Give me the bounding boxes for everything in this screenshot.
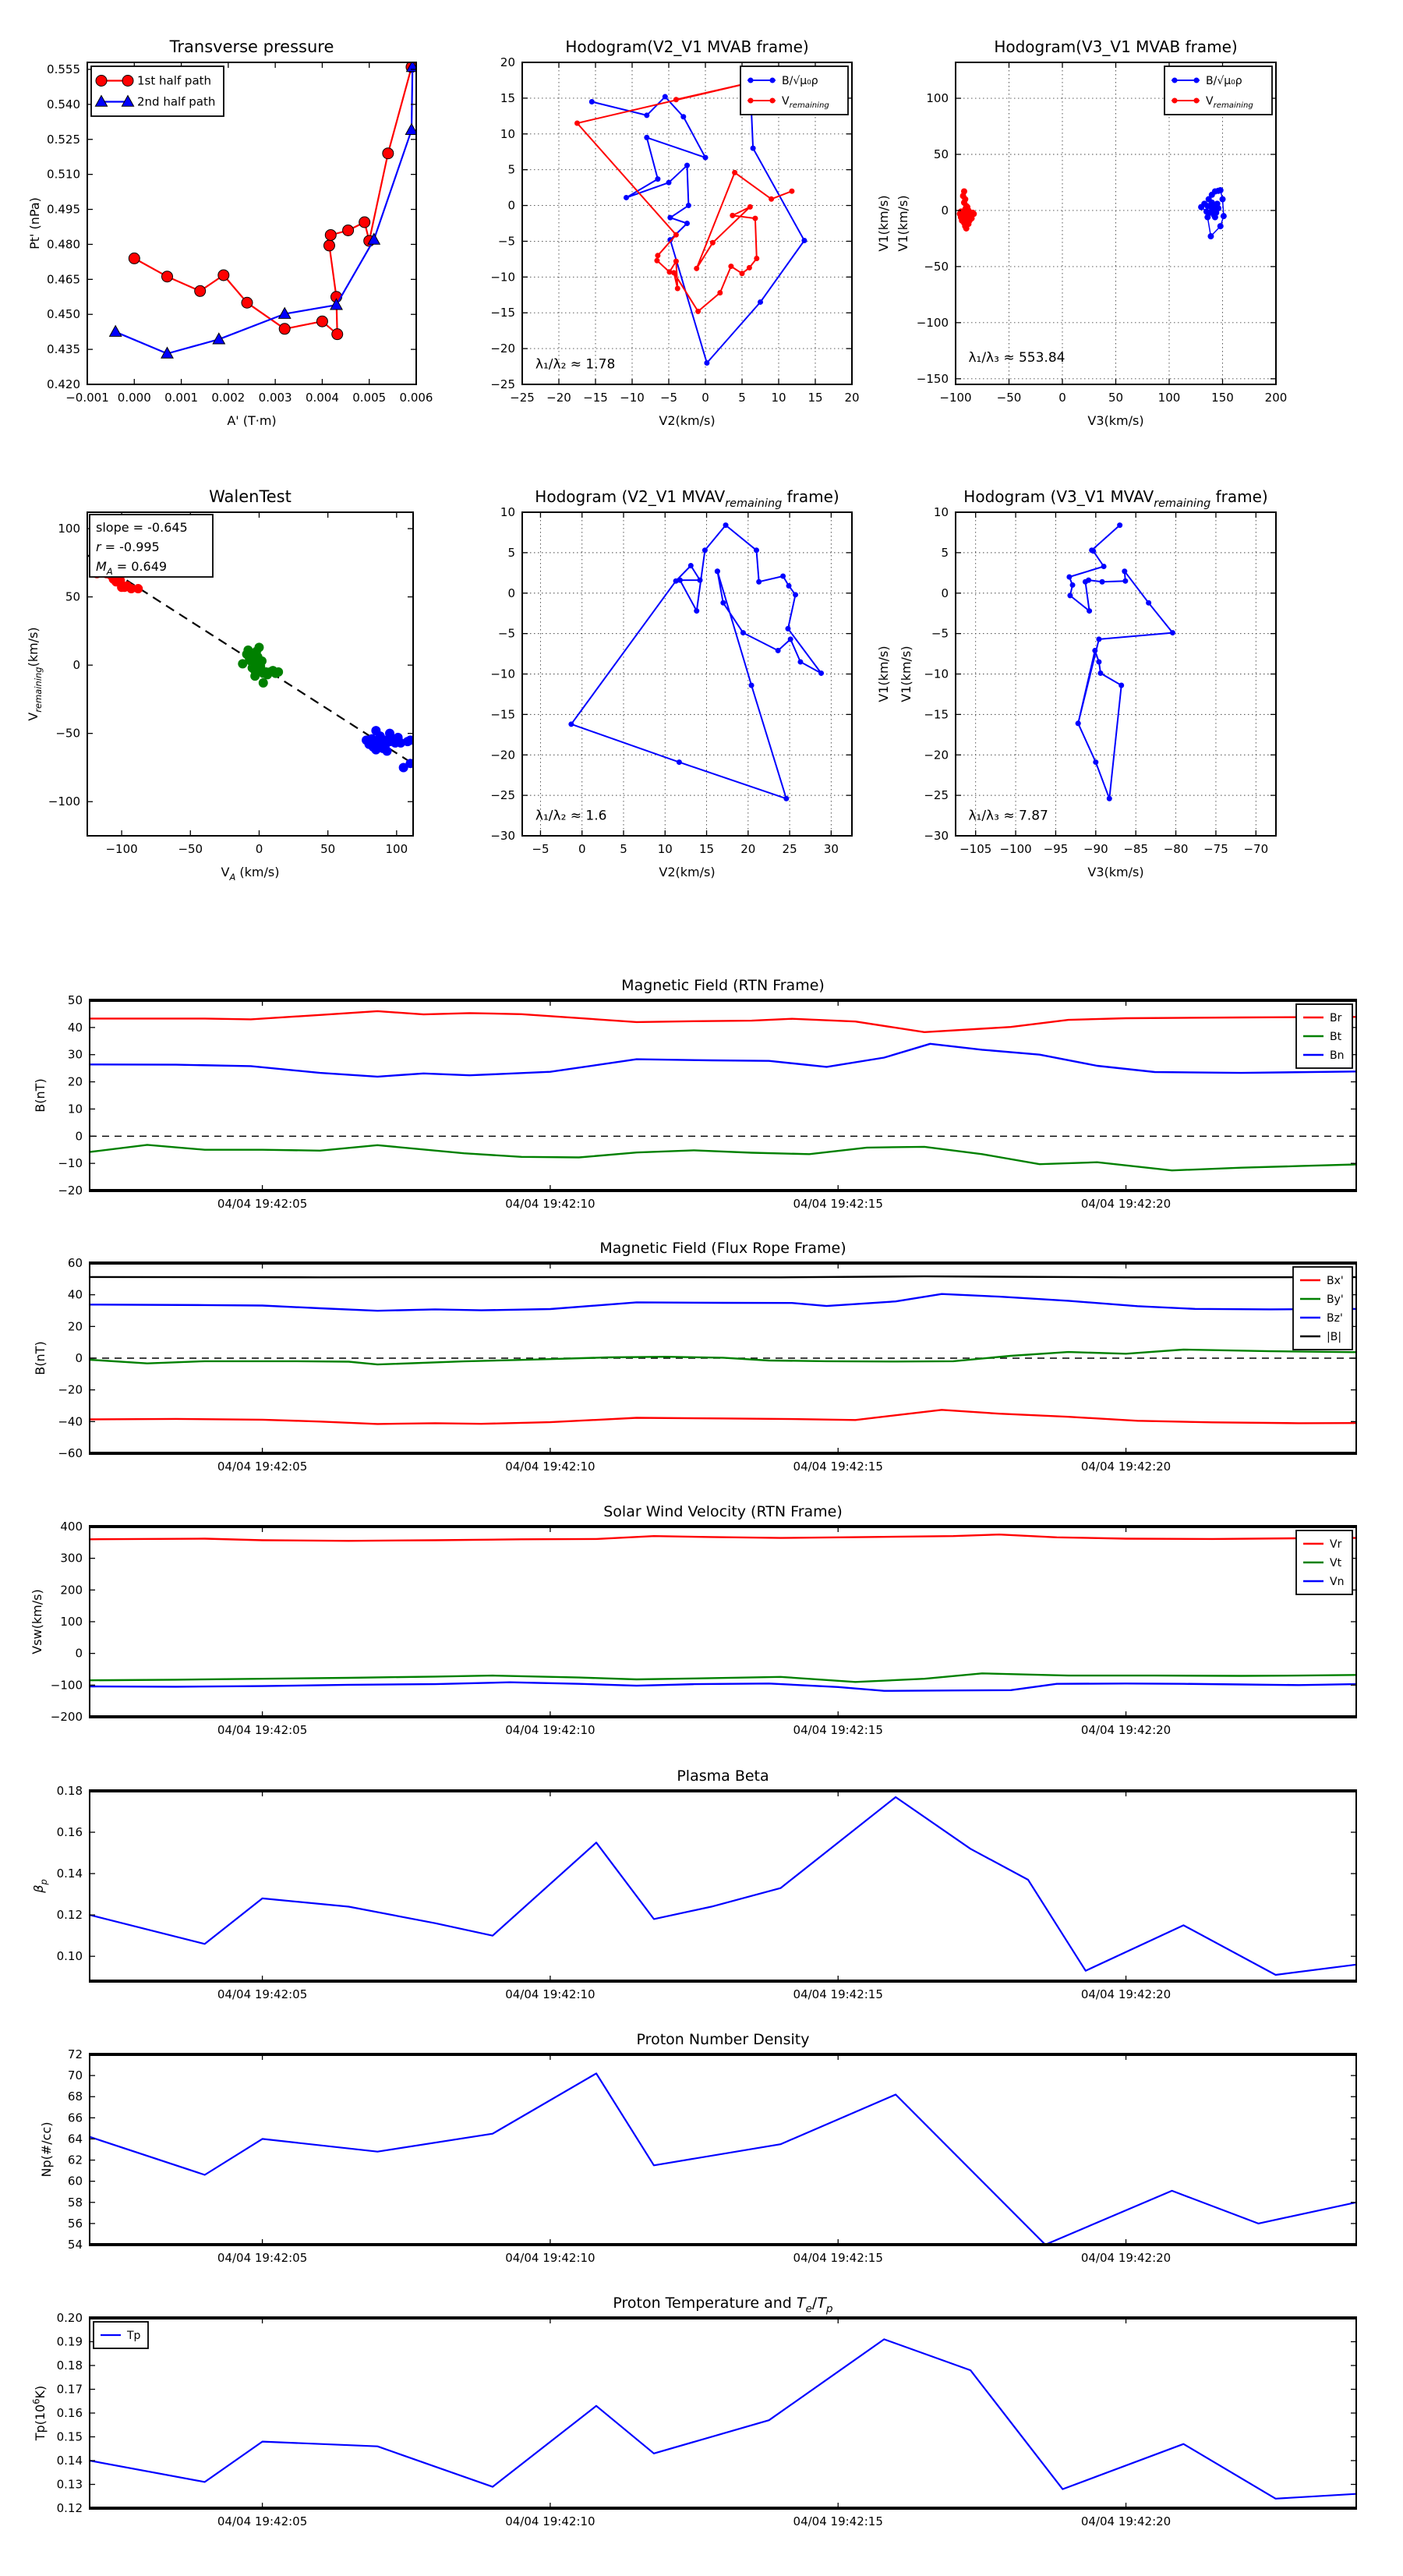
svg-text:60: 60 [67, 2174, 83, 2189]
svg-text:slope = -0.645: slope = -0.645 [96, 520, 188, 535]
svg-text:0.420: 0.420 [47, 377, 80, 391]
svg-text:2nd half path: 2nd half path [137, 94, 216, 109]
svg-text:5: 5 [507, 545, 515, 560]
svg-text:10: 10 [500, 126, 515, 141]
svg-text:0.10: 0.10 [56, 1949, 83, 1964]
svg-text:04/04 19:42:10: 04/04 19:42:10 [505, 2251, 595, 2265]
svg-text:0.003: 0.003 [258, 391, 292, 405]
svg-text:0.13: 0.13 [56, 2477, 83, 2492]
svg-text:0.14: 0.14 [56, 1867, 83, 1881]
svg-text:100: 100 [385, 842, 408, 856]
hodogram-v3v1-mvav [899, 487, 1276, 879]
svg-text:10: 10 [657, 842, 673, 856]
hodogram-v2v1-mvab-B-alfven [592, 80, 804, 363]
svg-text:0.555: 0.555 [47, 62, 80, 76]
svg-text:−20: −20 [924, 748, 949, 763]
svg-text:−70: −70 [1243, 842, 1269, 856]
svg-text:100: 100 [58, 522, 80, 536]
svg-text:−10: −10 [490, 667, 515, 681]
svg-text:04/04 19:42:05: 04/04 19:42:05 [217, 2514, 308, 2528]
svg-text:Tp(106K): $Tp(10^6K)$ [30, 2385, 48, 2441]
svg-text:0: 0 [75, 1129, 83, 1144]
proton-number-density [39, 2031, 1357, 2265]
svg-text:50: 50 [65, 589, 80, 604]
svg-text:Hodogram (V3_V1 MVAVremaining: Hodogram (V3_V1 $MVAV_{remaining}$ frame) [963, 487, 1268, 510]
svg-text:04/04 19:42:10: 04/04 19:42:10 [505, 2514, 595, 2528]
svg-text:15: 15 [808, 391, 823, 405]
svg-text:r = -0.995: r = -0.995 [96, 540, 160, 554]
solar-wind-velocity [30, 1503, 1357, 1737]
magnetic-field-flux-rope-Bz-prime [90, 1294, 1356, 1311]
svg-text:−20: −20 [58, 1184, 83, 1198]
svg-text:04/04 19:42:20: 04/04 19:42:20 [1080, 2514, 1172, 2528]
svg-text:Np(#/cc): Np(#/cc) [39, 2121, 54, 2178]
svg-text:25: 25 [782, 842, 797, 856]
svg-text:−30: −30 [490, 829, 515, 843]
svg-text:5: 5 [507, 162, 515, 177]
magnetic-field-rtn-Br [90, 1011, 1356, 1032]
svg-text:1st half path: 1st half path [137, 73, 212, 88]
svg-text:04/04 19:42:20: 04/04 19:42:20 [1080, 1197, 1172, 1211]
svg-text:0.19: 0.19 [56, 2334, 83, 2349]
svg-text:Hodogram(V3_V1 MVAB frame): Hodogram(V3_V1 MVAB frame) [994, 37, 1238, 56]
svg-text:−100: −100 [105, 842, 138, 856]
svg-text:40: 40 [67, 1020, 83, 1035]
svg-text:Pt' (nPa): Pt' (nPa) [27, 197, 42, 249]
svg-text:Bx': Bx' [1327, 1275, 1344, 1287]
svg-text:−5: −5 [497, 234, 515, 249]
svg-text:−100: −100 [939, 391, 972, 405]
svg-text:B(nT): B(nT) [33, 1078, 48, 1113]
svg-text:VA (km/s): $V_A$ (km/s) [221, 865, 280, 883]
hodogram-v2v1-mvav-B-alfven [571, 525, 822, 799]
svg-text:−150: −150 [916, 371, 949, 386]
svg-text:−40: −40 [58, 1414, 83, 1429]
svg-text:−15: −15 [490, 306, 515, 320]
svg-text:60: 60 [67, 1256, 83, 1270]
svg-text:−20: −20 [546, 391, 571, 405]
svg-text:−5: −5 [497, 626, 515, 641]
svg-text:−10: −10 [620, 391, 645, 405]
solar-wind-velocity-Vt [90, 1673, 1356, 1682]
svg-text:0.005: 0.005 [352, 391, 387, 405]
svg-text:0: 0 [75, 1646, 83, 1661]
svg-text:04/04 19:42:05: 04/04 19:42:05 [217, 1460, 308, 1474]
svg-text:−10: −10 [490, 270, 515, 285]
svg-text:Transverse pressure: Transverse pressure [169, 37, 334, 56]
svg-text:0.17: 0.17 [56, 2382, 83, 2397]
svg-text:0: 0 [507, 198, 515, 213]
svg-text:30: 30 [823, 842, 839, 856]
svg-text:0.450: 0.450 [47, 307, 80, 322]
svg-text:0.435: 0.435 [47, 342, 80, 357]
plasma-beta [31, 1767, 1357, 2001]
svg-text:10: 10 [933, 505, 949, 519]
svg-text:04/04 19:42:15: 04/04 19:42:15 [793, 1723, 883, 1737]
proton-temperature-Tp [90, 2339, 1356, 2498]
svg-text:5: 5 [941, 545, 949, 560]
svg-text:20: 20 [740, 842, 756, 856]
svg-text:0.495: 0.495 [47, 202, 80, 217]
svg-text:68: 68 [67, 2089, 83, 2104]
svg-text:−85: −85 [1123, 842, 1149, 856]
svg-text:−25: −25 [924, 788, 949, 803]
svg-text:Vr: Vr [1330, 1538, 1342, 1551]
svg-text:0.540: 0.540 [47, 97, 80, 111]
svg-text:04/04 19:42:05: 04/04 19:42:05 [217, 1723, 308, 1737]
svg-text:0: 0 [507, 586, 515, 600]
svg-text:Vt: Vt [1330, 1557, 1342, 1569]
svg-text:−50: −50 [55, 726, 80, 741]
svg-text:04/04 19:42:05: 04/04 19:42:05 [217, 1197, 308, 1211]
svg-text:0: 0 [1058, 391, 1066, 405]
svg-text:Br: Br [1330, 1012, 1342, 1024]
svg-text:15: 15 [500, 90, 515, 105]
hodogram-v2v1-mvab [490, 37, 891, 428]
svg-text:Tp: Tp [127, 2330, 141, 2342]
svg-text:−15: −15 [490, 707, 515, 722]
svg-text:λ₁/λ₃ ≈ 553.84: λ₁/λ₃ ≈ 553.84 [968, 350, 1066, 366]
svg-text:V3(km/s): V3(km/s) [1087, 865, 1144, 879]
svg-text:04/04 19:42:10: 04/04 19:42:10 [505, 1197, 595, 1211]
svg-text:−10: −10 [58, 1156, 83, 1171]
svg-text:04/04 19:42:10: 04/04 19:42:10 [505, 1987, 595, 2001]
svg-text:−25: −25 [510, 391, 535, 405]
svg-text:−30: −30 [924, 829, 949, 843]
svg-text:MA = 0.649: $M_A = 0.649$ [96, 559, 168, 577]
svg-text:0.480: 0.480 [47, 237, 80, 252]
svg-text:400: 400 [60, 1520, 83, 1534]
svg-text:A' (T·m): A' (T·m) [227, 413, 277, 428]
svg-text:54: 54 [67, 2238, 83, 2252]
svg-text:0.18: 0.18 [56, 2358, 83, 2373]
svg-text:20: 20 [500, 55, 515, 69]
magnetic-field-rtn-Bt [90, 1145, 1356, 1170]
svg-text:−20: −20 [490, 748, 515, 763]
svg-text:Vn: Vn [1330, 1576, 1345, 1588]
svg-text:Vremaining(km/s): $V_{remaining}(km/s)$ [26, 627, 44, 721]
svg-text:04/04 19:42:20: 04/04 19:42:20 [1080, 1460, 1172, 1474]
magnetic-field-rtn [33, 977, 1357, 1211]
svg-text:V2(km/s): V2(km/s) [659, 865, 716, 879]
svg-text:0.12: 0.12 [56, 1908, 83, 1923]
svg-text:−50: −50 [924, 259, 949, 274]
svg-text:−100: −100 [48, 794, 80, 809]
svg-text:62: 62 [67, 2153, 83, 2167]
svg-text:20: 20 [67, 1319, 83, 1334]
svg-text:Solar Wind Velocity (RTN Frame: Solar Wind Velocity (RTN Frame) [603, 1503, 843, 1520]
svg-text:04/04 19:42:05: 04/04 19:42:05 [217, 2251, 308, 2265]
svg-text:0.002: 0.002 [211, 391, 246, 405]
svg-text:04/04 19:42:15: 04/04 19:42:15 [793, 2514, 883, 2528]
svg-text:0.000: 0.000 [117, 391, 151, 405]
svg-text:50: 50 [1108, 391, 1124, 405]
svg-text:72: 72 [67, 2047, 83, 2061]
svg-text:−50: −50 [178, 842, 203, 856]
svg-text:−5: −5 [659, 391, 678, 405]
svg-text:0.006: 0.006 [399, 391, 433, 405]
svg-text:70: 70 [67, 2068, 83, 2083]
svg-text:|B|: |B| [1327, 1331, 1342, 1343]
svg-text:0.16: 0.16 [56, 1825, 83, 1840]
svg-text:10: 10 [67, 1102, 83, 1116]
svg-text:−200: −200 [50, 1710, 83, 1724]
svg-text:−25: −25 [490, 788, 515, 803]
svg-text:λ₁/λ₂ ≈ 1.6: λ₁/λ₂ ≈ 1.6 [535, 808, 607, 824]
svg-text:−20: −20 [58, 1382, 83, 1397]
svg-text:15: 15 [698, 842, 715, 856]
svg-text:0.525: 0.525 [47, 132, 80, 147]
svg-text:0: 0 [578, 842, 586, 856]
magnetic-field-flux-rope-B-magnitude [90, 1276, 1356, 1277]
svg-text:WalenTest: WalenTest [209, 487, 292, 506]
svg-text:0.14: 0.14 [56, 2454, 83, 2468]
svg-text:04/04 19:42:20: 04/04 19:42:20 [1080, 1987, 1172, 2001]
svg-text:0: 0 [941, 203, 949, 218]
svg-text:04/04 19:42:20: 04/04 19:42:20 [1080, 2251, 1172, 2265]
hodogram-v3v1-mvab [896, 37, 1287, 428]
svg-text:0.001: 0.001 [164, 391, 199, 405]
svg-text:04/04 19:42:15: 04/04 19:42:15 [793, 1460, 883, 1474]
svg-text:−100: −100 [50, 1678, 83, 1693]
svg-text:200: 200 [1264, 391, 1288, 405]
svg-text:−5: −5 [931, 626, 949, 641]
svg-text:30: 30 [67, 1047, 83, 1062]
svg-text:λ₁/λ₃ ≈ 7.87: λ₁/λ₃ ≈ 7.87 [968, 808, 1048, 824]
proton-temperature [30, 2295, 1357, 2528]
hodogram-v2v1-mvav [490, 487, 891, 879]
magnetic-field-rtn-Bn [90, 1044, 1356, 1077]
svg-text:Magnetic Field (RTN Frame): Magnetic Field (RTN Frame) [621, 977, 825, 994]
transverse-pressure-plot [27, 37, 433, 428]
svg-text:04/04 19:42:15: 04/04 19:42:15 [793, 1987, 883, 2001]
svg-text:Proton Temperature and Te/Tp: Proton Temperature and $T_e/T_p$ [613, 2295, 833, 2316]
svg-text:−15: −15 [924, 707, 949, 722]
solar-wind-velocity-Vr [90, 1534, 1356, 1541]
svg-text:−5: −5 [532, 842, 550, 856]
svg-text:B(nT): B(nT) [33, 1341, 48, 1375]
svg-text:−105: −105 [959, 842, 992, 856]
svg-text:5: 5 [620, 842, 627, 856]
svg-text:B/√μ₀ρ: B/√μ₀ρ [782, 75, 818, 87]
svg-text:Bn: Bn [1330, 1049, 1345, 1062]
svg-text:20: 20 [67, 1074, 83, 1089]
svg-text:0.12: 0.12 [56, 2501, 83, 2515]
svg-text:20: 20 [844, 391, 860, 405]
svg-text:−100: −100 [999, 842, 1032, 856]
svg-text:0.20: 0.20 [56, 2311, 83, 2325]
svg-text:04/04 19:42:15: 04/04 19:42:15 [793, 1197, 883, 1211]
svg-text:0.004: 0.004 [305, 391, 339, 405]
svg-text:56: 56 [67, 2216, 83, 2231]
proton-number-density-Np [90, 2073, 1356, 2245]
svg-text:Vremaining: $V_{remaining}$ [1206, 95, 1253, 111]
svg-text:By': By' [1327, 1293, 1344, 1306]
svg-text:V1(km/s): V1(km/s) [899, 646, 914, 702]
svg-text:λ₁/λ₂ ≈ 1.78: λ₁/λ₂ ≈ 1.78 [535, 356, 616, 373]
svg-text:−75: −75 [1203, 842, 1228, 856]
svg-text:Hodogram (V2_V1 MVAVremaining: Hodogram (V2_V1 $MVAV_{remaining}$ frame) [535, 487, 839, 510]
svg-text:04/04 19:42:10: 04/04 19:42:10 [505, 1723, 595, 1737]
svg-text:04/04 19:42:15: 04/04 19:42:15 [793, 2251, 883, 2265]
svg-text:200: 200 [60, 1583, 83, 1598]
svg-text:−95: −95 [1043, 842, 1069, 856]
svg-text:0: 0 [72, 658, 80, 673]
svg-text:0.16: 0.16 [56, 2406, 83, 2420]
svg-text:100: 100 [926, 91, 949, 106]
svg-text:300: 300 [60, 1551, 83, 1566]
svg-text:Magnetic Field (Flux Rope Fram: Magnetic Field (Flux Rope Frame) [599, 1240, 846, 1257]
svg-text:0: 0 [941, 586, 949, 600]
svg-text:B/√μ₀ρ: B/√μ₀ρ [1206, 75, 1242, 87]
svg-text:Proton Number Density: Proton Number Density [636, 2031, 810, 2048]
svg-text:V1(km/s): V1(km/s) [876, 195, 891, 252]
solar-wind-velocity-Vn [90, 1683, 1356, 1691]
svg-text:66: 66 [67, 2111, 83, 2125]
svg-text:0.15: 0.15 [56, 2429, 83, 2444]
svg-text:Bz': Bz' [1327, 1312, 1343, 1325]
svg-text:−15: −15 [583, 391, 608, 405]
svg-text:0.18: 0.18 [56, 1784, 83, 1798]
svg-text:−0.001: −0.001 [65, 391, 109, 405]
svg-text:58: 58 [67, 2195, 83, 2210]
svg-text:0: 0 [75, 1351, 83, 1365]
svg-text:Vremaining: $V_{remaining}$ [782, 95, 829, 111]
svg-text:40: 40 [67, 1287, 83, 1302]
svg-text:Plasma Beta: Plasma Beta [677, 1767, 769, 1785]
magnetic-field-flux-rope-By-prime [90, 1350, 1356, 1364]
svg-text:V1(km/s): V1(km/s) [896, 195, 910, 252]
svg-text:0: 0 [702, 391, 709, 405]
svg-text:−10: −10 [924, 667, 949, 681]
svg-text:100: 100 [1157, 391, 1181, 405]
svg-text:−60: −60 [58, 1446, 83, 1460]
svg-text:−25: −25 [490, 377, 515, 391]
hodogram-v3v1-mvav-B-alfven [1069, 525, 1173, 799]
svg-text:0.510: 0.510 [47, 167, 80, 182]
svg-text:−80: −80 [1163, 842, 1189, 856]
svg-text:10: 10 [771, 391, 786, 405]
svg-text:V1(km/s): V1(km/s) [876, 646, 891, 702]
svg-text:βp: $\beta_p$ [31, 1879, 49, 1893]
svg-text:−90: −90 [1083, 842, 1108, 856]
svg-text:10: 10 [500, 505, 515, 519]
magnetic-field-flux-rope-Bx-prime [90, 1410, 1356, 1424]
svg-text:0.465: 0.465 [47, 272, 80, 287]
svg-text:−20: −20 [490, 341, 515, 356]
svg-text:−50: −50 [996, 391, 1022, 405]
svg-text:−100: −100 [916, 315, 949, 330]
plasma-beta-beta [90, 1797, 1356, 1975]
svg-text:0: 0 [255, 842, 263, 856]
svg-text:04/04 19:42:10: 04/04 19:42:10 [505, 1460, 595, 1474]
svg-text:150: 150 [1211, 391, 1234, 405]
magnetic-field-flux-rope [33, 1240, 1357, 1474]
svg-text:5: 5 [738, 391, 746, 405]
svg-text:Bt: Bt [1330, 1031, 1342, 1043]
svg-text:04/04 19:42:20: 04/04 19:42:20 [1080, 1723, 1172, 1737]
svg-text:V2(km/s): V2(km/s) [659, 413, 716, 428]
svg-text:50: 50 [933, 147, 949, 161]
walen-test [26, 487, 415, 883]
svg-text:Hodogram(V2_V1 MVAB frame): Hodogram(V2_V1 MVAB frame) [565, 37, 809, 56]
svg-text:64: 64 [67, 2132, 83, 2146]
svg-text:50: 50 [67, 993, 83, 1007]
svg-text:V3(km/s): V3(km/s) [1087, 413, 1144, 428]
svg-text:50: 50 [320, 842, 336, 856]
svg-text:04/04 19:42:05: 04/04 19:42:05 [217, 1987, 308, 2001]
svg-text:100: 100 [60, 1615, 83, 1629]
svg-text:Vsw(km/s): Vsw(km/s) [30, 1589, 44, 1654]
